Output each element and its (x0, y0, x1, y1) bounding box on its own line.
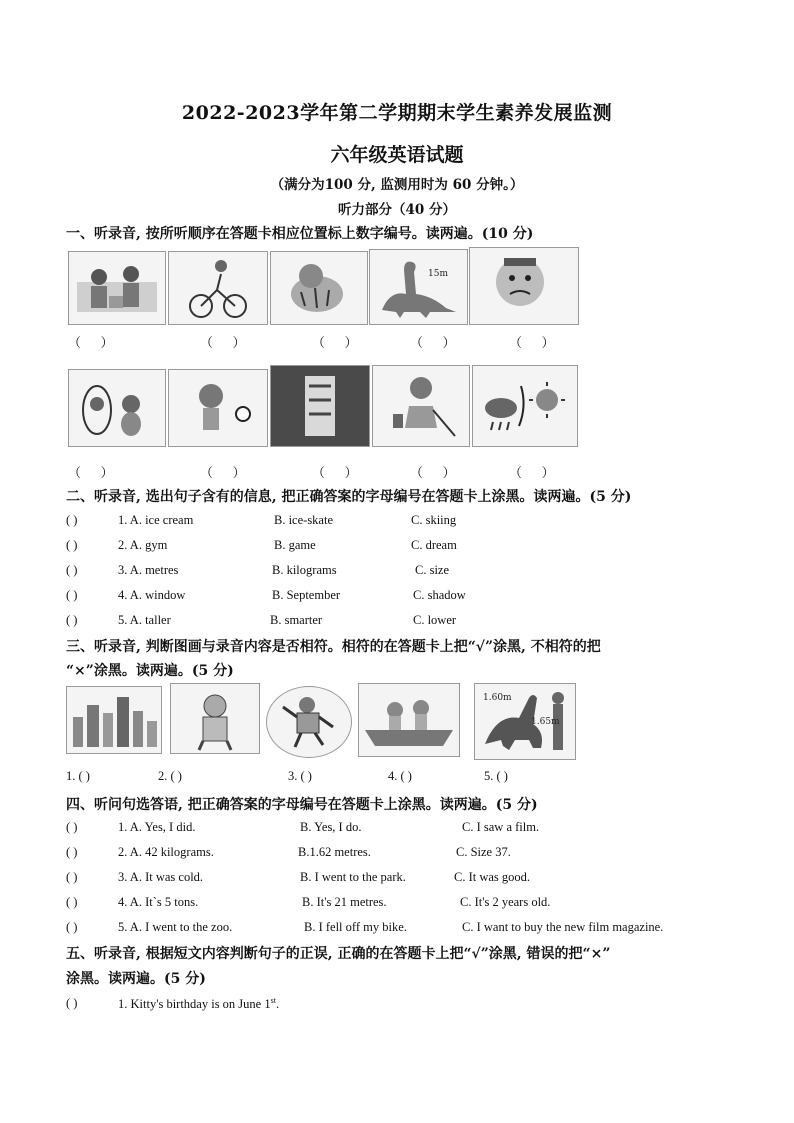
section5-heading-line1: 五、听录音, 根据短文内容判断句子的正误, 正确的在答题卡上把“√”涂黑, 错误的把“×” (66, 946, 611, 962)
option-b: B. I went to the park. (300, 870, 406, 884)
score-note: （满分为100 分, 监测用时为 60 分钟。） (270, 177, 524, 193)
picture-weather (472, 365, 578, 447)
height-label-b: 1.65m (531, 717, 560, 727)
option-a: 4. A. window (118, 588, 186, 602)
answer-blank[interactable]: ( ) (66, 563, 78, 577)
option-b: B.1.62 metres. (298, 845, 371, 859)
option-a: 1. A. Yes, I did. (118, 820, 196, 834)
picture-monkeys (68, 369, 166, 447)
picture-dinosaur (369, 249, 468, 325)
option-b: B. smarter (270, 613, 323, 627)
dinosaur-height-label: 15m (428, 269, 448, 279)
option-b: B. Yes, I do. (300, 820, 362, 834)
statement-main: 1. Kitty's birthday is on June 1 (118, 997, 271, 1012)
statement-text (118, 996, 279, 1012)
option-a: 3. A. It was cold. (118, 870, 204, 884)
answer-blank[interactable]: 1. ( ) (66, 769, 90, 783)
answer-blank[interactable]: ( ) (66, 613, 78, 627)
answer-blank[interactable]: ( ) (66, 588, 78, 602)
section4-heading: 四、听问句选答语, 把正确答案的字母编号在答题卡上涂黑。读两遍。(5 分) (66, 797, 538, 813)
option-b: B. ice-skate (274, 513, 334, 527)
option-a: 4. A. It`s 5 tons. (118, 895, 199, 909)
option-b: B. kilograms (272, 563, 337, 577)
picture-girl-sweeping (372, 365, 470, 447)
option-c: C. skiing (411, 513, 457, 527)
answer-blank[interactable]: ( ) (66, 895, 78, 909)
answer-blank[interactable]: （ ） (200, 335, 246, 350)
option-c: C. I want to buy the new film magazine. (462, 920, 664, 934)
answer-blank[interactable]: ( ) (66, 513, 78, 527)
answer-blank[interactable]: ( ) (66, 538, 78, 552)
answer-blank[interactable]: ( ) (66, 820, 78, 834)
option-a: 2. A. gym (118, 538, 168, 552)
option-c: C. shadow (413, 588, 466, 602)
option-b: B. I fell off my bike. (304, 920, 407, 934)
option-c: C. It's 2 years old. (460, 895, 551, 909)
picture-family (68, 251, 166, 325)
statement-end: . (275, 997, 280, 1012)
option-b: B. game (274, 538, 316, 552)
answer-blank[interactable]: （ ） (312, 335, 358, 350)
section3-heading-line1: 三、听录音, 判断图画与录音内容是否相符。相符的在答题卡上把“√”涂黑, 不相符的把 (66, 639, 601, 655)
option-a: 5. A. I went to the zoo. (118, 920, 233, 934)
section2-heading: 二、听录音, 选出句子含有的信息, 把正确答案的字母编号在答题卡上涂黑。读两遍。(5 分) (66, 489, 632, 505)
option-c: C. Size 37. (456, 845, 511, 859)
option-c: C. size (415, 563, 450, 577)
answer-blank[interactable]: （ ） (509, 335, 555, 350)
option-a: 3. A. metres (118, 563, 179, 577)
ordinal-suffix: st (270, 996, 276, 1005)
option-c: C. I saw a film. (462, 820, 540, 834)
answer-blank[interactable]: （ ） (410, 465, 456, 480)
height-label-a: 1.60m (483, 693, 512, 703)
picture-bike (168, 251, 268, 325)
option-a: 1. A. ice cream (118, 513, 194, 527)
answer-blank[interactable]: （ ） (509, 465, 555, 480)
picture-dinosaur-height (474, 683, 576, 760)
answer-blank[interactable]: （ ） (68, 335, 114, 350)
option-c: C. dream (411, 538, 457, 552)
part-label: 听力部分（40 分） (338, 202, 456, 218)
section5-heading-line2: 涂黑。读两遍。(5 分) (66, 971, 206, 987)
picture-astronaut (170, 683, 260, 754)
answer-blank[interactable]: （ ） (410, 335, 456, 350)
answer-blank[interactable]: 4. ( ) (388, 769, 412, 783)
option-b: B. September (272, 588, 341, 602)
picture-robot-dancing (266, 686, 352, 758)
answer-blank[interactable]: 3. ( ) (288, 769, 312, 783)
answer-blank[interactable]: 2. ( ) (158, 769, 182, 783)
picture-girl-ball (168, 369, 268, 447)
picture-boat (358, 683, 460, 757)
answer-blank[interactable]: ( ) (66, 845, 78, 859)
answer-blank[interactable]: 5. ( ) (484, 769, 508, 783)
option-a: 2. A. 42 kilograms. (118, 845, 214, 859)
answer-blank[interactable]: （ ） (68, 465, 114, 480)
answer-blank[interactable]: ( ) (66, 870, 78, 884)
picture-city (66, 686, 162, 754)
answer-blank[interactable]: （ ） (312, 465, 358, 480)
answer-blank[interactable]: ( ) (66, 920, 78, 934)
option-c: C. lower (413, 613, 457, 627)
section1-heading: 一、听录音, 按所听顺序在答题卡相应位置标上数字编号。读两遍。(10 分) (66, 226, 534, 242)
option-c: C. It was good. (454, 870, 531, 884)
option-b: B. It's 21 metres. (302, 895, 387, 909)
picture-boy-sick (469, 247, 579, 325)
picture-poster (270, 365, 370, 447)
answer-blank[interactable]: （ ） (200, 465, 246, 480)
option-a: 5. A. taller (118, 613, 171, 627)
page-title: 2022-2023学年第二学期期末学生素养发展监测 (181, 102, 613, 124)
answer-blank[interactable]: ( ) (66, 996, 78, 1010)
picture-tiger (270, 251, 368, 325)
page-subtitle: 六年级英语试题 (330, 144, 464, 166)
section3-heading-line2: “×”涂黑。读两遍。(5 分) (66, 663, 234, 679)
